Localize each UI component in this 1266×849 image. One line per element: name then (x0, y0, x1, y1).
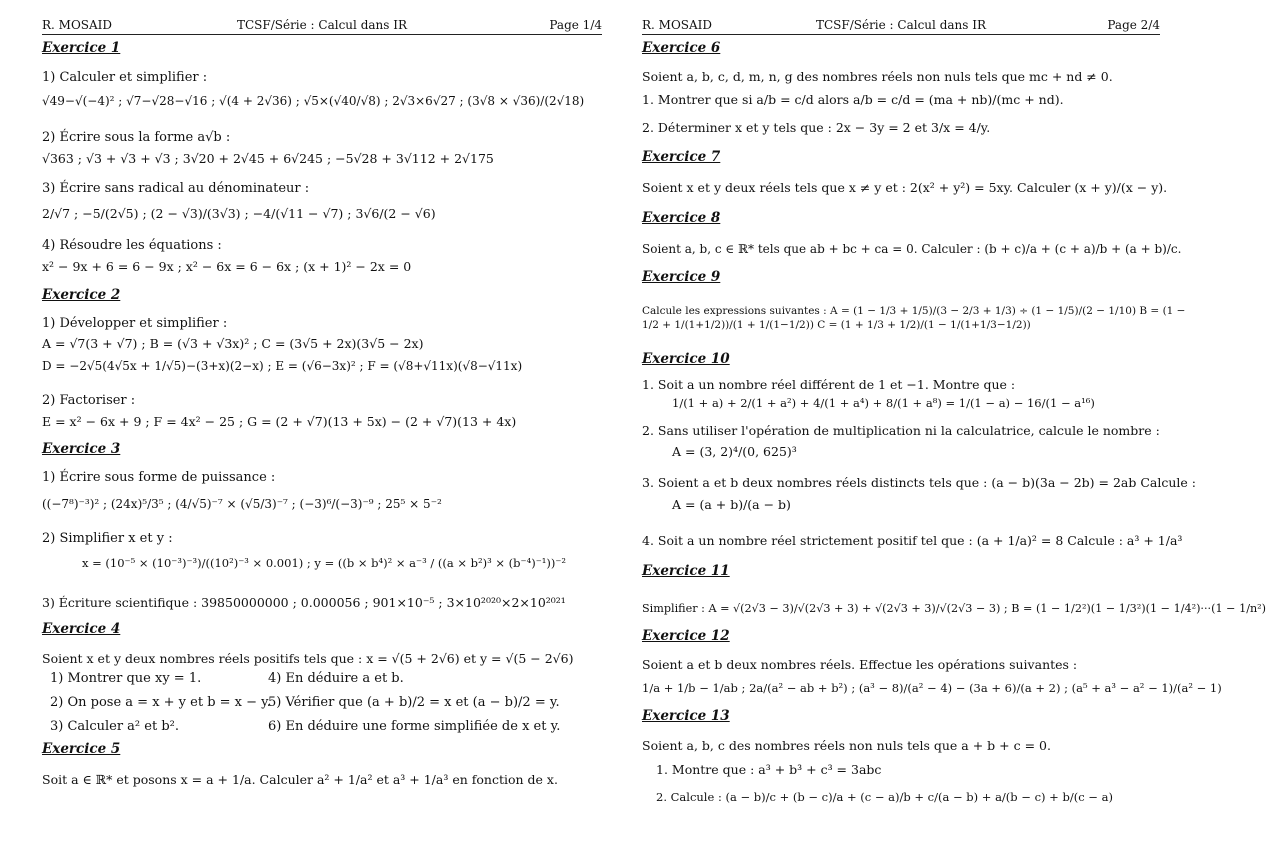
exercise-title: Exercice 7 (642, 149, 721, 165)
list-item: 5) Vérifier que (a + b)/2 = x et (a − b)/2 = y. (268, 695, 560, 710)
question: 2) Simplifier x et y : (42, 531, 173, 546)
page-header (642, 18, 1160, 35)
question: 2) Factoriser : (42, 393, 136, 408)
doc-title: TCSF/Série : Calcul dans IR (815, 18, 987, 32)
exercise-title: Exercice 1 (42, 40, 121, 56)
exercise-intro: Soient a, b, c, d, m, n, g des nombres réels non nuls tels que mc + nd ≠ 0. (642, 69, 1113, 84)
exercise-intro: Soient a, b, c des nombres réels non nuls tels que a + b + c = 0. (642, 738, 1051, 753)
doc-title: TCSF/Série : Calcul dans IR (236, 18, 408, 32)
question: 2) Écrire sous la forme a√b : (42, 130, 231, 145)
exercise-title: Exercice 3 (42, 441, 121, 457)
page-number: Page 1/4 (549, 18, 602, 32)
math-line: 2/√7 ; −5/(2√5) ; (2 − √3)/(3√3) ; −4/(√11 − √7) ; 3√6/(2 − √6) (42, 206, 436, 221)
math-line: 1/a + 1/b − 1/ab ; 2a/(a² − ab + b²) ; (a³ − 8)/(a² − 4) − (3a + 6)/(a + 2) ; (a⁵ + a³ − a² − 1)/(a² − 1) (642, 681, 1222, 695)
math-line: x² − 9x + 6 = 6 − 9x ; x² − 6x = 6 − 6x ; (x + 1)² − 2x = 0 (42, 259, 412, 274)
exercise-text: Calcule les expressions suivantes : A = (1 − 1/3 + 1/5)/(3 − 2/3 + 1/3) ÷ (1 − 1/5)/(2 − 1/10) B = (1 − 1/2 + 1/(1+1/2))/(1 + 1/(1−1/2)) C = (1 + 1/3 + 1/2)/(1 − 1/(1+1/3−1/2)) (642, 305, 1186, 331)
list-item: 4) En déduire a et b. (268, 671, 404, 686)
page-header (42, 18, 602, 35)
math-line: ((−7⁸)⁻³)² ; (24x)⁵/3⁵ ; (4/√5)⁻⁷ × (√5/3)⁻⁷ ; (−3)⁶/(−3)⁻⁹ ; 25⁵ × 5⁻² (42, 497, 442, 511)
math-line: A = (3, 2)⁴/(0, 625)³ (672, 444, 797, 459)
question: 1. Montrer que si a/b = c/d alors a/b = c/d = (ma + nb)/(mc + nd). (642, 92, 1064, 107)
math-line: √49−√(−4)² ; √7−√28−√16 ; √(4 + 2√36) ; √5×(√40/√8) ; 2√3×6√27 ; (3√8 × √36)/(2√18) (42, 94, 585, 108)
question: 1) Développer et simplifier : (42, 316, 228, 331)
question: 2. Déterminer x et y tels que : 2x − 3y = 2 et 3/x = 4/y. (642, 120, 991, 135)
list-item: 6) En déduire une forme simplifiée de x et y. (268, 719, 561, 734)
exercise-title: Exercice 5 (42, 741, 121, 757)
exercise-title: Exercice 6 (642, 40, 721, 56)
question: 1. Montre que : a³ + b³ + c³ = 3abc (656, 762, 882, 777)
page-2 (642, 0, 1266, 849)
math-line: 1/(1 + a) + 2/(1 + a²) + 4/(1 + a⁴) + 8/(1 + a⁸) = 1/(1 − a) − 16/(1 − a¹⁶) (672, 396, 1095, 410)
exercise-title: Exercice 10 (642, 351, 730, 367)
question: 1) Calculer et simplifier : (42, 70, 208, 85)
question: 3) Écrire sans radical au dénominateur : (42, 181, 310, 196)
list-item: 1) Montrer que xy = 1. (50, 671, 202, 686)
page-1 (42, 0, 602, 849)
question: 3. Soient a et b deux nombres réels distincts tels que : (a − b)(3a − 2b) = 2ab Calcule : (642, 475, 1196, 490)
exercise-text: Soit a ∈ ℝ* et posons x = a + 1/a. Calculer a² + 1/a² et a³ + 1/a³ en fonction de x. (42, 772, 558, 787)
exercise-intro: Soient x et y deux nombres réels positifs tels que : x = √(5 + 2√6) et y = √(5 − 2√6) (42, 651, 574, 666)
question: 1) Écrire sous forme de puissance : (42, 470, 276, 485)
exercise-title: Exercice 4 (42, 621, 121, 637)
math-line: E = x² − 6x + 9 ; F = 4x² − 25 ; G = (2 + √7)(13 + 5x) − (2 + √7)(13 + 4x) (42, 414, 517, 429)
math-line: √363 ; √3 + √3 + √3 ; 3√20 + 2√45 + 6√245 ; −5√28 + 3√112 + 2√175 (42, 151, 494, 166)
exercise-title: Exercice 2 (42, 287, 121, 303)
math-line: D = −2√5(4√5x + 1/√5)−(3+x)(2−x) ; E = (√6−3x)² ; F = (√8+√11x)(√8−√11x) (42, 359, 523, 373)
exercise-title: Exercice 9 (642, 269, 721, 285)
exercise-title: Exercice 8 (642, 210, 721, 226)
list-item: 3) Calculer a² et b². (50, 719, 179, 734)
math-line: A = (a + b)/(a − b) (672, 497, 791, 512)
math-line: 3) Écriture scientifique : 39850000000 ; 0.000056 ; 901×10⁻⁵ ; 3×10²⁰²⁰×2×10²⁰²¹ (42, 595, 566, 610)
exercise-intro: Soient a et b deux nombres réels. Effectue les opérations suivantes : (642, 657, 1078, 672)
list-item: 2) On pose a = x + y et b = x − y. (50, 695, 271, 710)
exercise-title: Exercice 11 (642, 563, 730, 579)
exercise-text: Soient a, b, c ∈ ℝ* tels que ab + bc + ca = 0. Calculer : (b + c)/a + (c + a)/b + (a + b)/c. (642, 242, 1182, 256)
question: 1. Soit a un nombre réel différent de 1 et −1. Montre que : (642, 377, 1016, 392)
exercise-text: Soient x et y deux réels tels que x ≠ y et : 2(x² + y²) = 5xy. Calculer (x + y)/(x − y). (642, 180, 1168, 195)
question: 2. Calcule : (a − b)/c + (b − c)/a + (c − a)/b + c/(a − b) + a/(b − c) + b/(c − a) (656, 790, 1113, 804)
question: 4. Soit a un nombre réel strictement positif tel que : (a + 1/a)² = 8 Calcule : a³ + 1/a³ (642, 533, 1183, 548)
exercise-text: Simplifier : A = √(2√3 − 3)/√(2√3 + 3) + √(2√3 + 3)/√(2√3 − 3) ; B = (1 − 1/2²)(1 − 1/3²)(1 − 1/4²)···(1 − 1/n²) (642, 602, 1266, 615)
author: R. MOSAID (642, 18, 713, 32)
page-number: Page 2/4 (1107, 18, 1160, 32)
math-line: A = √7(3 + √7) ; B = (√3 + √3x)² ; C = (3√5 + 2x)(3√5 − 2x) (42, 336, 424, 351)
question: 4) Résoudre les équations : (42, 238, 222, 253)
exercise-title: Exercice 12 (642, 628, 730, 644)
exercise-title: Exercice 13 (642, 708, 730, 724)
question: 2. Sans utiliser l'opération de multiplication ni la calculatrice, calcule le nombre : (642, 423, 1160, 438)
math-line: x = (10⁻⁵ × (10⁻³)⁻³)/((10²)⁻³ × 0.001) ; y = ((b × b⁴)² × a⁻³ / ((a × b²)³ × (b⁻⁴)⁻¹))⁻² (82, 556, 567, 570)
author: R. MOSAID (42, 18, 113, 32)
